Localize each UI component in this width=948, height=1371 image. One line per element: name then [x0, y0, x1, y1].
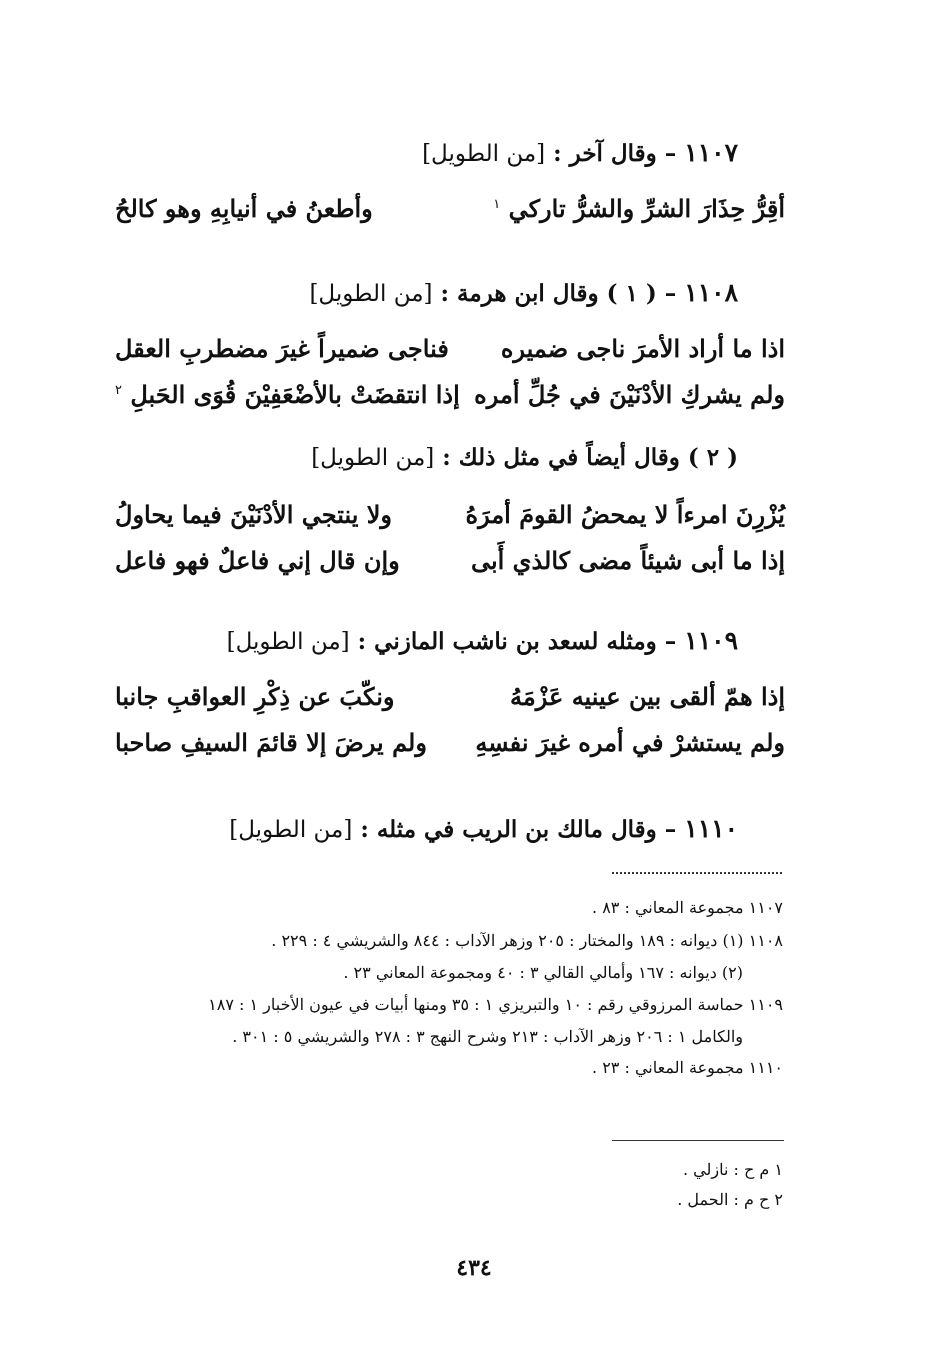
entry-intro: ومثله لسعد بن ناشب المازني : [349, 628, 657, 655]
second-hemistich: ولم يرضَ إلا قائمَ السيفِ صاحبا [115, 728, 427, 757]
meter-label: [من الطويل] [309, 281, 433, 307]
second-hemistich: ولا ينتجي الأدْنَيْنَ فيما يحاولُ [115, 500, 393, 529]
verse-line [115, 500, 785, 540]
reference-line: ١١٠٩ حماسة المرزوقي رقم : ١٠ والتبريزي ١ : ٣٥ ومنها أبيات في عيون الأخبار ١ : ١٨٧ [208, 995, 783, 1014]
meter-label: [من الطويل] [311, 445, 435, 471]
first-hemistich: إذا همّ ألقى بين عينيه عَزْمَهُ [510, 682, 785, 711]
verse-line [115, 334, 785, 374]
entry-intro: ( ١ ) وقال ابن هرمة : [432, 280, 657, 307]
entry-intro: وقال آخر : [545, 140, 657, 167]
footnote: ١ م ح : نازلي . [683, 1160, 783, 1179]
entry-header-1108-2 [311, 444, 738, 471]
first-hemistich: أقِرُّ حِذَارَ الشرِّ والشرُّ تاركي $^١$ [493, 194, 785, 223]
first-hemistich: إذا ما أبى شيئاً مضى كالذي أَبى [470, 546, 785, 575]
first-hemistich: اذا ما أراد الأمرَ ناجى ضميره [500, 334, 785, 363]
verse-line [115, 546, 785, 586]
entry-number: ١١٠٨ [684, 278, 738, 307]
reference-line: ١١٠٨ (١) ديوانه : ١٨٩ والمختار : ٢٠٥ وزهر الآداب : ٨٤٤ والشريشي ٤ : ٢٢٩ . [271, 931, 783, 950]
entry-header-1109: ١١٠٩ – ومثله لسعد بن ناشب المازني : [من الطويل] [226, 626, 738, 655]
footnote-divider [612, 1140, 784, 1141]
meter-label: [من الطويل] [226, 629, 350, 655]
first-hemistich: ولم يستشرْ في أمره غيرَ نفسِهِ [475, 728, 785, 757]
page-number: ٤٣٤ [456, 1255, 492, 1281]
verse-line [115, 380, 785, 420]
footnote-marker: ٢ [115, 383, 122, 398]
second-hemistich: وأطعنُ في أنيابِهِ وهو كالحُ [115, 194, 373, 223]
entry-intro: وقال مالك بن الريب في مثله : [352, 816, 657, 843]
reference-line: ١١١٠ مجموعة المعاني : ٢٣ . [592, 1058, 783, 1077]
verse-line [115, 682, 785, 722]
second-hemistich: إذا انتقضَتْ بالأضْعَفِيْنَ قُوَى الحَبلِ $^٢$ [115, 380, 460, 409]
second-hemistich: وإن قال إني فاعلٌ فهو فاعل [115, 546, 400, 575]
entry-header-1110: ١١١٠ – وقال مالك بن الريب في مثله : [من الطويل] [229, 814, 738, 843]
entry-header-1108: ١١٠٨ – ( ١ ) وقال ابن هرمة : [من الطويل] [309, 278, 738, 307]
entry-header-1107: ١١٠٧ – وقال آخر : [من الطويل] [422, 138, 738, 167]
first-hemistich: يُزْرِنَ امرءاً لا يمحضُ القومَ أمرَهُ [465, 500, 785, 529]
meter-label: [من الطويل] [422, 141, 546, 167]
verse-line [115, 194, 785, 234]
entry-intro: ( ٢ ) وقال أيضاً في مثل ذلك : [434, 444, 738, 471]
verse-line [115, 728, 785, 768]
entry-number: ١١١٠ [684, 814, 738, 843]
first-hemistich: ولم يشركِ الأدْنَيْنَ في جُلِّ أمره [474, 380, 785, 409]
footnote-marker: ١ [493, 197, 501, 212]
second-hemistich: فناجى ضميراً غيرَ مضطربِ العقل [115, 334, 449, 363]
entry-number: ١١٠٩ [684, 626, 738, 655]
reference-line: والكامل ١ : ٢٠٦ وزهر الآداب : ٢١٣ وشرح النهج ٣ : ٢٧٨ والشريشي ٥ : ٣٠١ . [232, 1027, 743, 1046]
reference-line: ١١٠٧ مجموعة المعاني : ٨٣ . [592, 898, 783, 917]
entry-number: ١١٠٧ [684, 138, 738, 167]
meter-label: [من الطويل] [229, 817, 353, 843]
dotted-divider [612, 872, 782, 874]
reference-line: (٢) ديوانه : ١٦٧ وأمالي القالي ٣ : ٤٠ ومجموعة المعاني ٢٣ . [343, 963, 743, 982]
footnote: ٢ ح م : الحمل . [677, 1190, 783, 1209]
second-hemistich: ونكّبَ عن ذِكْرِ العواقبِ جانبا [115, 682, 395, 711]
